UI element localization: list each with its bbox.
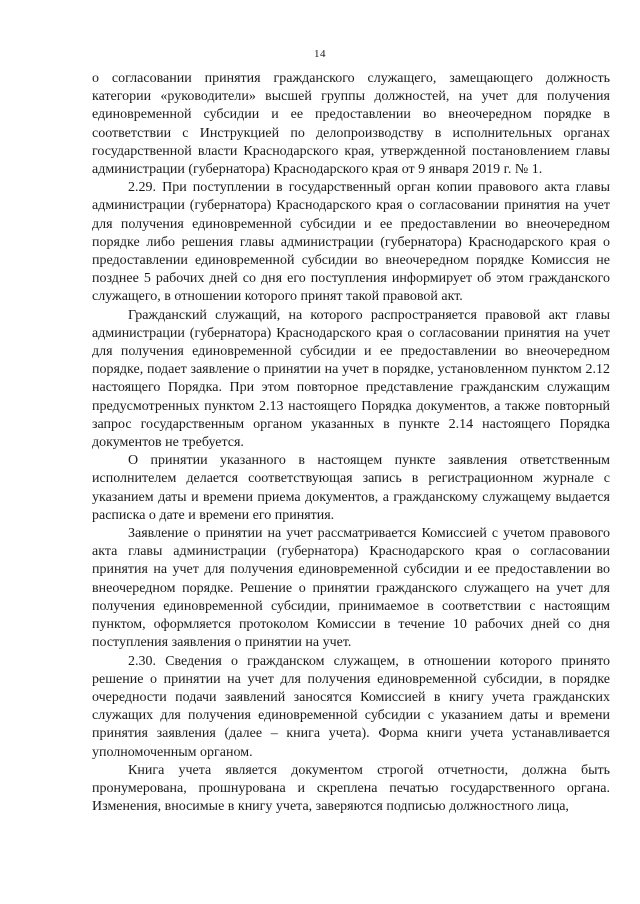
paragraph-record-book: Книга учета является документом строгой отчетности, должна быть пронумерована, прошнурована и скреплена печатью государственного органа. Изменения, вносимые в книгу учета, заверяются подписью должностного лица,	[92, 762, 610, 815]
paragraph-application-review: Заявление о принятии на учет рассматривается Комиссией с учетом правового акта главы администрации (губернатора) Краснодарского края о согласовании принятия на учет для получения единовременной субсидии и ее предоставлении во внеочередном порядке. Решение о принятии гражданского служащего на учет для получения единовременной субсидии, принимаемое в соответствии с настоящим пунктом, оформляется протоколом Комиссии в течение 10 рабочих дней со дня поступления заявления о принятии на учет.	[92, 526, 610, 651]
paragraph-2-29: 2.29. При поступлении в государственный орган копии правового акта главы администрации (губернатора) Краснодарского края о согласовании принятия на учет для получения единовременной субсидии и ее предоставлении во внеочередном порядке либо решения главы администрации (губернатора) Краснодарского края о предоставлении единовременной субсидии во внеочередном порядке Комиссия не позднее 5 рабочих дней со дня его поступления информирует об этом гражданского служащего, в отношении которого принят такой правовой акт.	[92, 180, 610, 305]
paragraph-registration: О принятии указанного в настоящем пункте заявления ответственным исполнителем делается соответствующая запись в регистрационном журнале с указанием даты и времени приема документов, а гражданскому служащему выдается расписка о дате и времени его принятия.	[92, 453, 610, 523]
paragraph-continuation: о согласовании принятия гражданского служащего, замещающего должность категории «руководители» высшей группы должностей, на учет для получения единовременной субсидии и ее предоставлении во внеочередном порядке в соответствии с Инструкцией по делопроизводству в исполнительных органах государственной власти Краснодарского края, утвержденной постановлением главы администрации (губернатора) Краснодарского края от 9 января 2019 г. № 1.	[92, 71, 610, 178]
paragraph-civil-servant: Гражданский служащий, на которого распространяется правовой акт главы администрации (губернатора) Краснодарского края о согласовании принятия на учет для получения единовременной субсидии и ее предоставлении во внеочередном порядке, подает заявление о принятии на учет в порядке, установленном пунктом 2.12 настоящего Порядка. При этом повторное представление гражданским служащим предусмотренных пунктом 2.13 настоящего Порядка документов, а также повторный запрос государственным органом указанных в пункте 2.14 настоящего Порядка документов не требуется.	[92, 307, 610, 451]
page-number: 14	[314, 48, 326, 60]
document-body	[92, 70, 610, 816]
paragraph-2-30: 2.30. Сведения о гражданском служащем, в отношении которого принято решение о принятии на учет для получения единовременной субсидии, в порядке очередности подачи заявлений заносятся Комиссией в книгу учета гражданских служащих для получения единовременной субсидии с указанием даты и времени принятия заявления (далее – книга учета). Форма книги учета устанавливается уполномоченным органом.	[92, 653, 610, 760]
